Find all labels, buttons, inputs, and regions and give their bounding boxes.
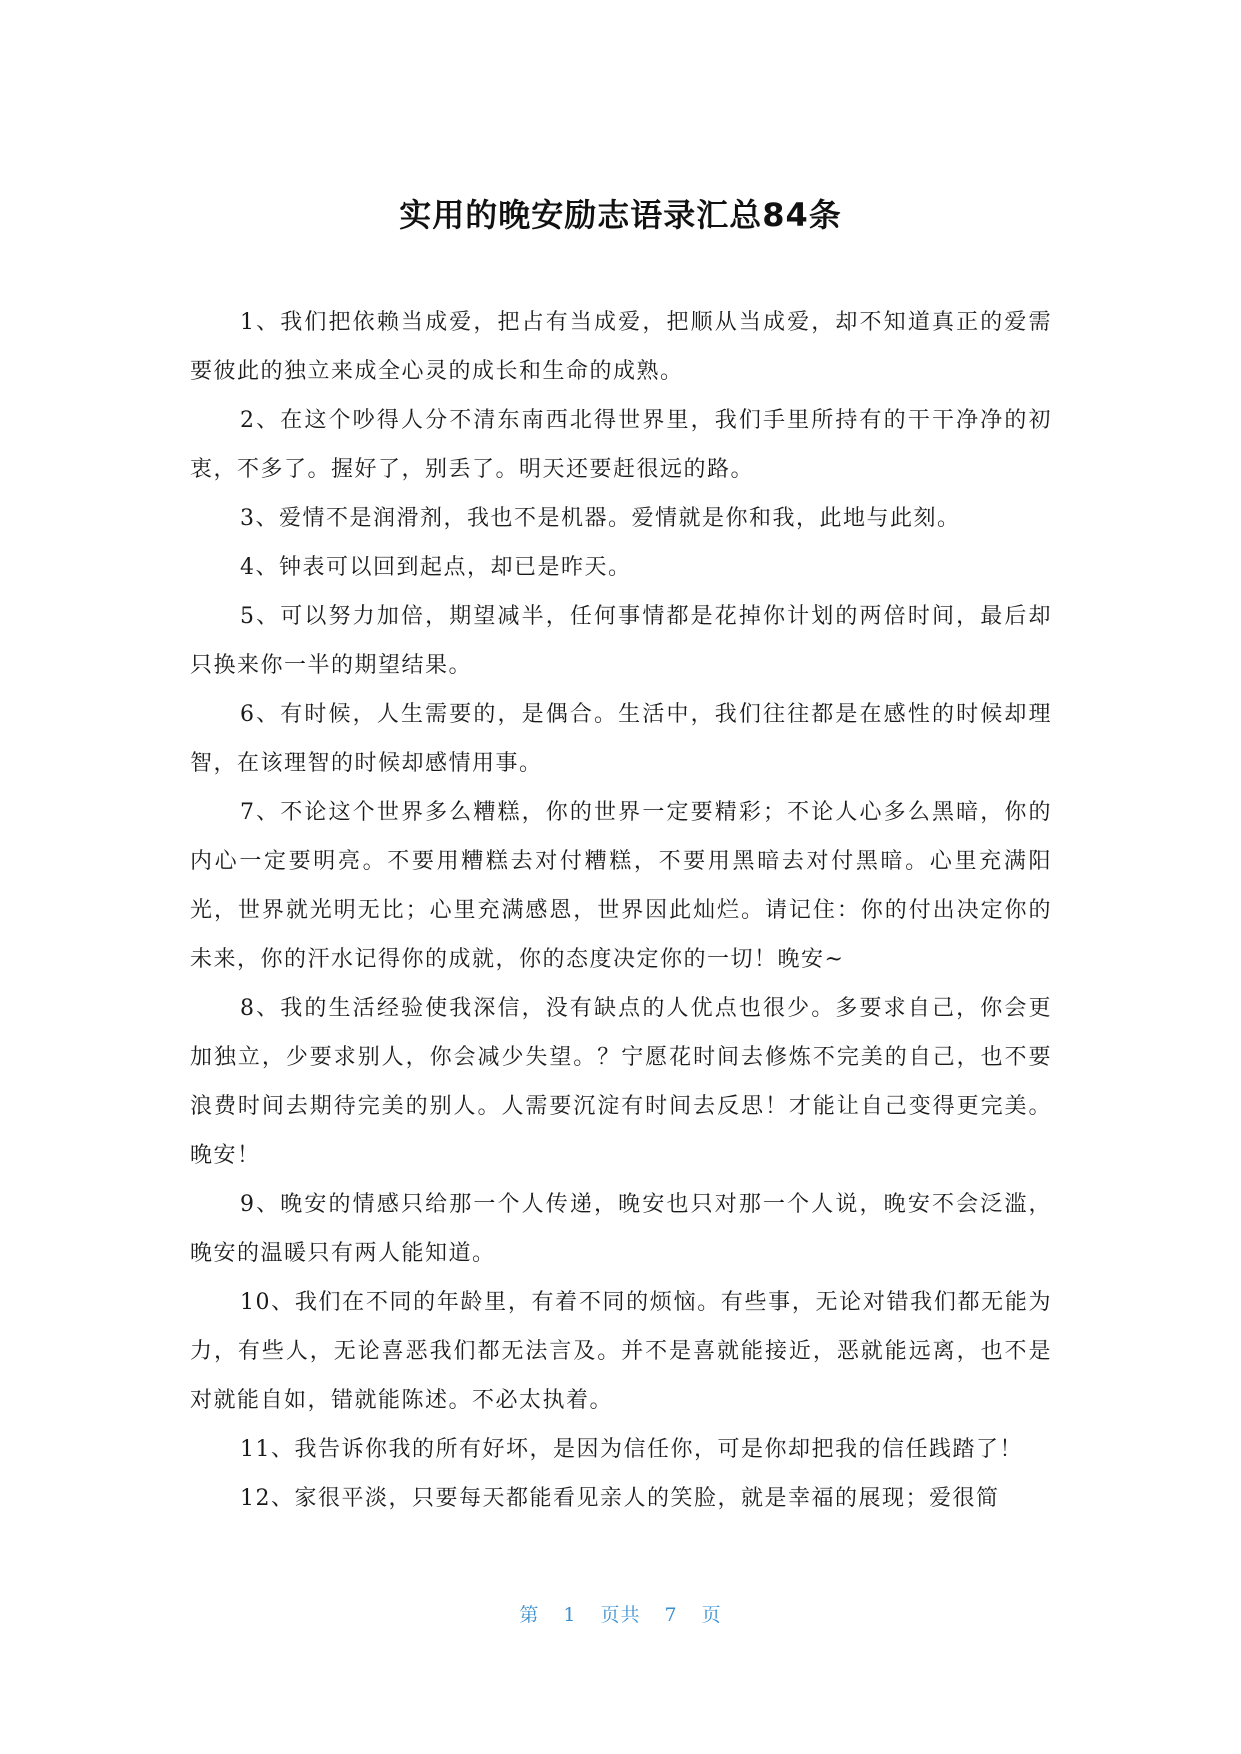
paragraph: 10、我们在不同的年龄里，有着不同的烦恼。有些事，无论对错我们都无能为力，有些人，无论喜恶我们都无法言及。并不是喜就能接近，恶就能远离，也不是对就能自如，错就能陈述。不必太执着。 [190,1290,1052,1413]
paragraph: 2、在这个吵得人分不清东南西北得世界里，我们手里所持有的干干净净的初衷，不多了。握好了，别丢了。明天还要赶很远的路。 [190,408,1052,482]
paragraph: 1、我们把依赖当成爱，把占有当成爱，把顺从当成爱，却不知道真正的爱需要彼此的独立来成全心灵的成长和生命的成熟。 [190,310,1052,384]
paragraph: 9、晚安的情感只给那一个人传递，晚安也只对那一个人说，晚安不会泛滥，晚安的温暖只有两人能知道。 [190,1192,1052,1266]
paragraph: 6、有时候，人生需要的，是偶合。生活中，我们往往都是在感性的时候却理智，在该理智的时候却感情用事。 [190,702,1052,776]
total-pages-number: 7 [664,1604,678,1626]
paragraph: 8、我的生活经验使我深信，没有缺点的人优点也很少。多要求自己，你会更加独立，少要求别人，你会减少失望。？宁愿花时间去修炼不完美的自己，也不要浪费时间去期待完美的别人。人需要沉淀有时间去反思！才能让自己变得更完美。晚安！ [190,996,1052,1168]
current-page-number: 1 [563,1604,577,1626]
document-title: 实用的晚安励志语录汇总84条 [399,196,842,234]
page-suffix-label: 页 [701,1604,722,1626]
paragraph: 3、爱情不是润滑剂，我也不是机器。爱情就是你和我，此地与此刻。 [240,506,961,531]
paragraph: 4、钟表可以回到起点，却已是昨天。 [240,555,632,580]
paragraph: 11、我告诉你我的所有好坏，是因为信任你，可是你却把我的信任践踏了！ [240,1437,1023,1462]
document-body [190,298,1052,1523]
page-footer [0,1600,1241,1627]
paragraph: 7、不论这个世界多么糟糕，你的世界一定要精彩；不论人心多么黑暗，你的内心一定要明亮。不要用糟糕去对付糟糕，不要用黑暗去对付黑暗。心里充满阳光，世界就光明无比；心里充满感恩，世界因此灿烂。请记住：你的付出决定你的未来，你的汗水记得你的成就，你的态度决定你的一切！晚安~ [190,800,1052,972]
page-of-label: 页共 [600,1604,641,1626]
paragraph: 12、家很平淡，只要每天都能看见亲人的笑脸，就是幸福的展现；爱很简 [240,1486,1000,1511]
page-label: 第 [519,1604,540,1626]
paragraph: 5、可以努力加倍，期望减半，任何事情都是花掉你计划的两倍时间，最后却只换来你一半的期望结果。 [190,604,1052,678]
